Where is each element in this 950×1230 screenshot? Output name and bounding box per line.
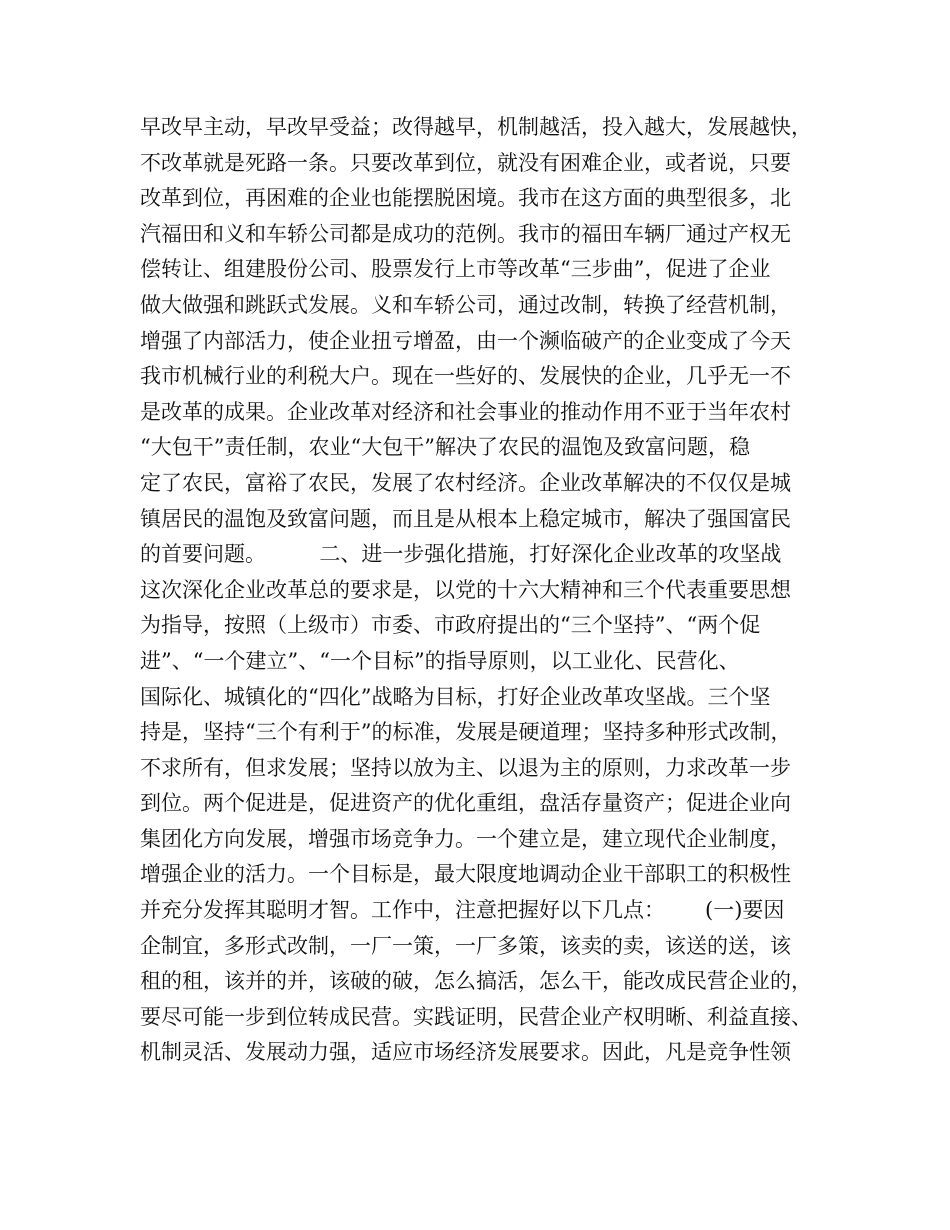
text-line: 汽福田和义和车轿公司都是成功的范例。我市的福田车辆厂通过产权无 <box>140 221 791 246</box>
text-line: 镇居民的温饱及致富问题，而且是从根本上稳定城市，解决了强国富民 <box>140 506 791 531</box>
text-line: 不求所有，但求发展；坚持以放为主、以退为主的原则，力求改革一步 <box>140 755 791 780</box>
text-line: 增强企业的活力。一个目标是，最大限度地调动企业干部职工的积极性 <box>140 862 791 887</box>
text-line: 租的租，该并的并，该破的破，怎么搞活，怎么干，能改成民营企业的， <box>140 969 812 994</box>
text-line: 企制宜，多形式改制，一厂一策，一厂多策，该卖的卖，该送的送，该 <box>140 933 791 958</box>
text-line: 为指导，按照（上级市）市委、市政府提出的“三个坚持”、“两个促 <box>140 613 761 638</box>
text-line: 不改革就是死路一条。只要改革到位，就没有困难企业，或者说，只要 <box>140 150 791 175</box>
text-line: 定了农民，富裕了农民，发展了农村经济。企业改革解决的不仅仅是城 <box>140 470 791 495</box>
text-line: 进”、“一个建立”、“一个目标”的指导原则，以工业化、民营化、 <box>140 648 740 673</box>
body-text <box>140 110 840 1071</box>
text-line: 并充分发挥其聪明才智。工作中，注意把握好以下几点： (一)要因 <box>140 898 785 923</box>
text-line: 持是，坚持“三个有利于”的标准，发展是硬道理；坚持多种形式改制， <box>140 720 792 745</box>
text-line: 的首要问题。 二、进一步强化措施，打好深化企业改革的攻坚战 <box>140 542 782 567</box>
text-line: 是改革的成果。企业改革对经济和社会事业的推动作用不亚于当年农村 <box>140 399 791 424</box>
text-line: “大包干”责任制，农业“大包干”解决了农民的温饱及致富问题，稳 <box>140 435 750 460</box>
text-line: 机制灵活、发展动力强，适应市场经济发展要求。因此，凡是竞争性领 <box>140 1040 791 1065</box>
text-line: 做大做强和跳跃式发展。义和车轿公司，通过改制，转换了经营机制， <box>140 292 791 317</box>
text-line: 这次深化企业改革总的要求是，以党的十六大精神和三个代表重要思想 <box>140 577 791 602</box>
text-line: 集团化方向发展，增强市场竞争力。一个建立是，建立现代企业制度， <box>140 826 791 851</box>
text-line: 偿转让、组建股份公司、股票发行上市等改革“三步曲”，促进了企业 <box>140 257 771 282</box>
text-line: 我市机械行业的利税大户。现在一些好的、发展快的企业，几乎无一不 <box>140 364 791 389</box>
text-line: 到位。两个促进是，促进资产的优化重组，盘活存量资产；促进企业向 <box>140 791 791 816</box>
text-line: 改革到位，再困难的企业也能摆脱困境。我市在这方面的典型很多，北 <box>140 186 791 211</box>
text-line: 要尽可能一步到位转成民营。实践证明，民营企业产权明晰、利益直接、 <box>140 1004 812 1029</box>
text-line: 增强了内部活力，使企业扭亏增盈，由一个濒临破产的企业变成了今天 <box>140 328 791 353</box>
text-line: 国际化、城镇化的“四化”战略为目标，打好企业改革攻坚战。三个坚 <box>140 684 771 709</box>
text-line: 早改早主动，早改早受益；改得越早，机制越活，投入越大，发展越快， <box>140 115 812 139</box>
